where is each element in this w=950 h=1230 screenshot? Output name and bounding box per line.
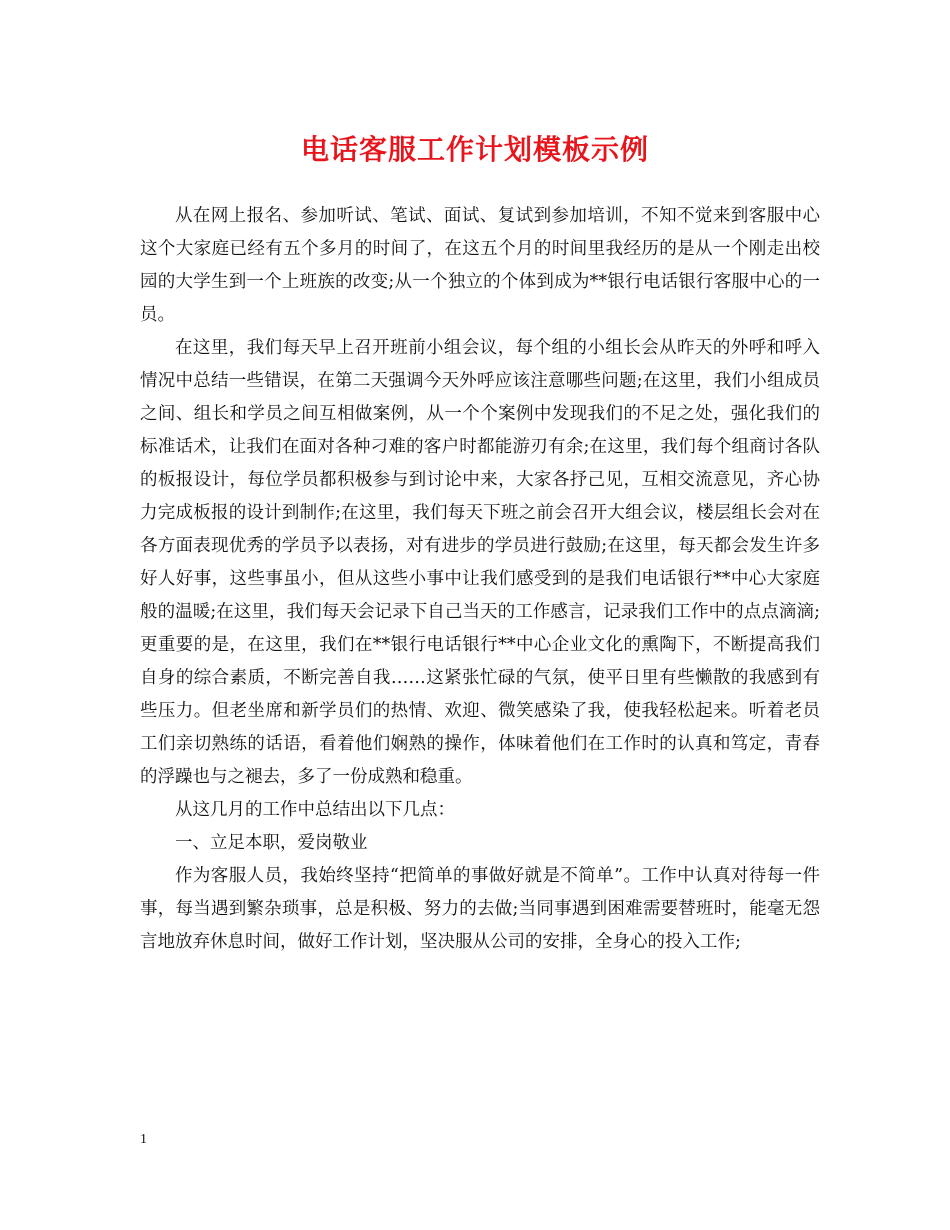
section-heading-1: 一、立足本职，爱岗敬业 (175, 833, 368, 853)
paragraph-5: 作为客服人员，我始终坚持“把简单的事做好就是不简单”。工作中认真对待每一件事，每当遇到繁杂琐事，总是积极、努力的去做;当同事遇到困难需要替班时，能毫无怨言地放弃休息时间，做好工作计划，坚决服从公司的安排，全身心的投入工作; (140, 866, 820, 952)
paragraph-1: 从在网上报名、参加听试、笔试、面试、复试到参加培训，不知不觉来到客服中心这个大家庭已经有五个多月的时间了，在这五个月的时间里我经历的是从一个刚走出校园的大学生到一个上班族的改变;从一个独立的个体到成为**银行电话银行客服中心的一员。 (140, 206, 820, 325)
paragraph-2: 在这里，我们每天早上召开班前小组会议，每个组的小组长会从昨天的外呼和呼入情况中总结一些错误，在第二天强调今天外呼应该注意哪些问题;在这里，我们小组成员之间、组长和学员之间互相做案例，从一个个案例中发现我们的不足之处，强化我们的标准话术，让我们在面对各种刁难的客户时都能游刃有余;在这里，我们每个组商讨各队的板报设计，每位学员都积极参与到讨论中来，大家各抒己见，互相交流意见，齐心协力完成板报的设计到制作;在这里，我们每天下班之前会召开大组会议，楼层组长会对在各方面表现优秀的学员予以表扬，对有进步的学员进行鼓励;在这里，每天都会发生许多好人好事，这些事虽小，但从这些小事中让我们感受到的是我们电话银行**中心大家庭般的温暖;在这里，我们每天会记录下自己当天的工作感言，记录我们工作中的点点滴滴;更重要的是，在这里，我们在**银行电话银行**中心企业文化的熏陶下，不断提高我们自身的综合素质，不断完善自我……这紧张忙碌的气氛，使平日里有些懒散的我感到有些压力。但老坐席和新学员们的热情、欢迎、微笑感染了我，使我轻松起来。听着老员工们亲切熟练的话语，看着他们娴熟的操作，体味着他们在工作时的认真和笃定，青春的浮躁也与之褪去，多了一份成熟和稳重。 (140, 338, 820, 787)
document-body (140, 200, 820, 959)
page-number: 1 (140, 1132, 147, 1147)
document-title: 电话客服工作计划模板示例 (300, 133, 649, 166)
paragraph-3: 从这几月的工作中总结出以下几点： (175, 800, 455, 820)
